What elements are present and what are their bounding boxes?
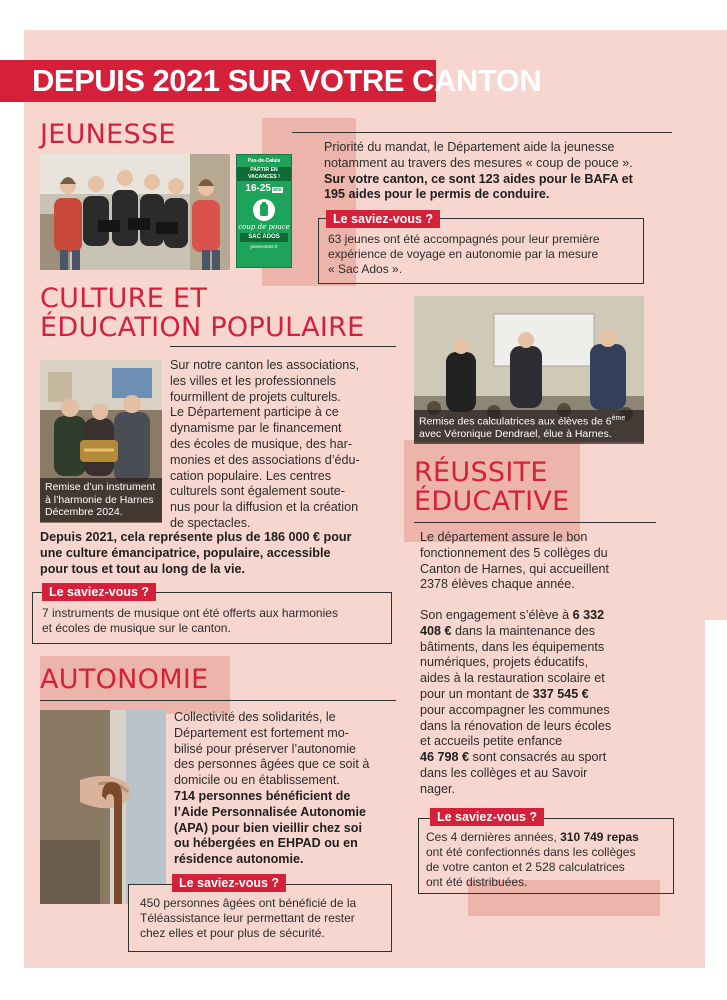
tip-line: 63 jeunes ont été accompagnés pour leur première <box>328 232 600 246</box>
culture-line: des écoles de musique, des har- <box>170 436 353 451</box>
reussite-line: numériques, projets éducatifs, <box>420 655 589 670</box>
reussite-tip-label: Le saviez-vous ? <box>430 808 544 826</box>
autonomie-line: Département est fortement mo- <box>174 725 349 740</box>
reussite-line: Le département assure le bon <box>420 530 588 544</box>
jeunesse-intro-line: notamment au travers des mesures « coup de pouce ». <box>324 155 633 170</box>
reussite-paragraph-2 <box>420 608 650 798</box>
senior-cane-photo <box>40 710 166 904</box>
autonomie-highlight-line: (APA) pour bien vieillir chez soi <box>174 820 363 835</box>
tip-line: 450 personnes âgées ont bénéficié de la <box>140 896 357 910</box>
reussite-line: pour un montant de <box>420 686 530 701</box>
autonomie-line: domicile ou en établissement. <box>174 773 340 788</box>
tip-line: chez elles et pour plus de sécurité. <box>140 926 325 940</box>
white-edge <box>705 620 727 968</box>
autonomie-line: des personnes âgées que ce soit à <box>174 757 370 772</box>
culture-heading-rule <box>170 346 396 347</box>
tip-line: Ces 4 dernières années, <box>426 830 557 844</box>
poster-ages-suffix: ans <box>272 187 282 193</box>
sac-ados-poster <box>236 154 292 268</box>
reussite-paragraph-1 <box>420 530 650 593</box>
culture-paragraph <box>170 358 390 532</box>
autonomie-highlight-line: résidence autonomie. <box>174 852 304 867</box>
culture-line: dynamisme par le financement <box>170 421 342 436</box>
caption-line: Remise d’un instrument <box>45 481 156 493</box>
caption-line: Remise des calculatrices aux élèves de 6 <box>419 415 612 428</box>
reussite-line: pour accompagner les communes <box>420 702 610 717</box>
banner-title: DEPUIS 2021 SUR VOTRE CANTON <box>32 63 542 98</box>
autonomie-paragraph <box>174 710 396 868</box>
culture-line: Le Département participe à ce <box>170 405 339 420</box>
reussite-line: 2378 élèves chaque année. <box>420 577 575 592</box>
jeunesse-tip-label: Le saviez-vous ? <box>326 210 440 228</box>
poster-ages: 16-25 <box>245 183 271 194</box>
autonomie-heading-rule <box>40 700 396 701</box>
tip-line: de votre canton et 2 528 calculatrices <box>426 860 625 874</box>
culture-tip-text <box>42 606 388 636</box>
culture-line: monies et des associations d’édu- <box>170 452 360 467</box>
culture-line: Sur notre canton les associations, <box>170 358 360 372</box>
culture-line: fourmillent de projets culturels. <box>170 389 341 404</box>
reussite-amount: 46 798 € <box>420 750 470 765</box>
reussite-amount: 6 332 <box>572 608 605 622</box>
culture-highlight <box>40 530 396 577</box>
reussite-line: fonctionnement des 5 collèges du <box>420 545 608 560</box>
autonomie-line: bilisé pour préserver l’autonomie <box>174 741 357 756</box>
harmonie-photo-caption <box>40 478 162 522</box>
autonomie-highlight-line: l’Aide Personnalisée Autonomie <box>174 804 366 819</box>
jeunesse-highlight-line: 195 aides pour le permis de conduire. <box>324 187 550 202</box>
culture-highlight-line: Depuis 2021, cela représente plus de 186 000 € pour <box>40 530 352 544</box>
reussite-line: Son engagement s’élève à <box>420 608 570 622</box>
autonomie-tip-text <box>140 896 388 941</box>
tip-line: expérience de voyage en autonomie par la mesure <box>328 247 599 261</box>
reussite-line: et accueils petite enfance <box>420 734 563 749</box>
caption-line: avec Véronique Dendrael, élue à Harnes. <box>419 428 612 440</box>
jeunesse-heading: JEUNESSE <box>40 119 176 150</box>
reussite-amount: 408 € <box>420 623 452 638</box>
autonomie-highlight-line: 714 personnes bénéficient de <box>174 788 351 803</box>
reussite-line: dans la rénovation de leurs écoles <box>420 718 612 733</box>
tip-line: « Sac Ados ». <box>328 262 403 276</box>
jeunesse-intro-line: Priorité du mandat, le Département aide la jeunesse <box>324 140 615 154</box>
reussite-heading-rule <box>414 522 656 523</box>
poster-site: jeunesse62.fr <box>250 244 278 249</box>
culture-line: les villes et les professionnels <box>170 373 336 388</box>
reussite-amount: 337 545 € <box>532 686 589 701</box>
poster-label: SAC ADOS <box>240 233 288 242</box>
culture-heading-line2: ÉDUCATION POPULAIRE <box>40 312 365 343</box>
reussite-line: dans la maintenance des <box>455 623 596 638</box>
reussite-line: bâtiments, dans les équipements <box>420 639 605 654</box>
section-banner <box>0 60 542 102</box>
calculatrices-photo-caption <box>414 410 644 444</box>
culture-highlight-line: pour tous et tout au long de la vie. <box>40 561 246 576</box>
culture-heading-line1: CULTURE ET <box>40 283 208 314</box>
autonomie-tip-label: Le saviez-vous ? <box>172 874 286 892</box>
culture-line: culturels sont également soute- <box>170 484 346 499</box>
reussite-line: sont consacrés au sport <box>472 750 607 765</box>
culture-line: cation populaire. Les centres <box>170 468 332 483</box>
jeunesse-tip-text <box>328 232 640 277</box>
autonomie-highlight-line: ou hébergées en EHPAD ou en <box>174 836 358 851</box>
culture-highlight-line: une culture émancipatrice, populaire, accessible <box>40 545 331 560</box>
reussite-line: nager. <box>420 781 456 796</box>
reussite-tip-text <box>426 830 672 890</box>
tip-line: ont été confectionnés dans les collèges <box>426 845 636 859</box>
reussite-heading-line2: ÉDUCATIVE <box>414 486 570 517</box>
autonomie-heading: AUTONOMIE <box>40 664 209 695</box>
caption-superscript: ème <box>611 415 626 422</box>
culture-line: nus pour la diffusion et la création <box>170 500 359 515</box>
reussite-line: Canton de Harnes, qui accueillent <box>420 561 610 576</box>
jeunesse-highlight-line: Sur votre canton, ce sont 123 aides pour le BAFA et <box>324 171 633 186</box>
poster-headline: PARTIR EN VACANCES ! <box>237 167 291 181</box>
culture-tip-label: Le saviez-vous ? <box>42 583 156 601</box>
tip-line: Téléassistance leur permettant de rester <box>140 911 355 925</box>
reussite-heading-line1: RÉUSSITE <box>414 457 548 488</box>
autonomie-line: Collectivité des solidarités, le <box>174 710 336 724</box>
poster-script: coup de pouce <box>238 223 290 231</box>
tip-line: ont été distribuées. <box>426 875 528 889</box>
tip-line: 7 instruments de musique ont été offerts aux harmonies <box>42 606 338 620</box>
tip-amount: 310 749 repas <box>560 830 639 844</box>
jeunesse-group-photo <box>40 154 230 270</box>
poster-brand: Pas-de-Calais <box>247 158 281 164</box>
reussite-line: dans les collèges et au Savoir <box>420 765 588 780</box>
tip-line: et écoles de musique sur le canton. <box>42 621 231 635</box>
jeunesse-intro <box>324 140 684 203</box>
caption-line: Décembre 2024. <box>45 506 123 518</box>
caption-line: à l’harmonie de Harnes <box>45 493 154 506</box>
culture-line: de spectacles. <box>170 515 251 530</box>
reussite-line: aides à la restauration scolaire et <box>420 671 605 686</box>
backpack-icon <box>253 199 275 221</box>
jeunesse-top-rule <box>292 132 672 133</box>
